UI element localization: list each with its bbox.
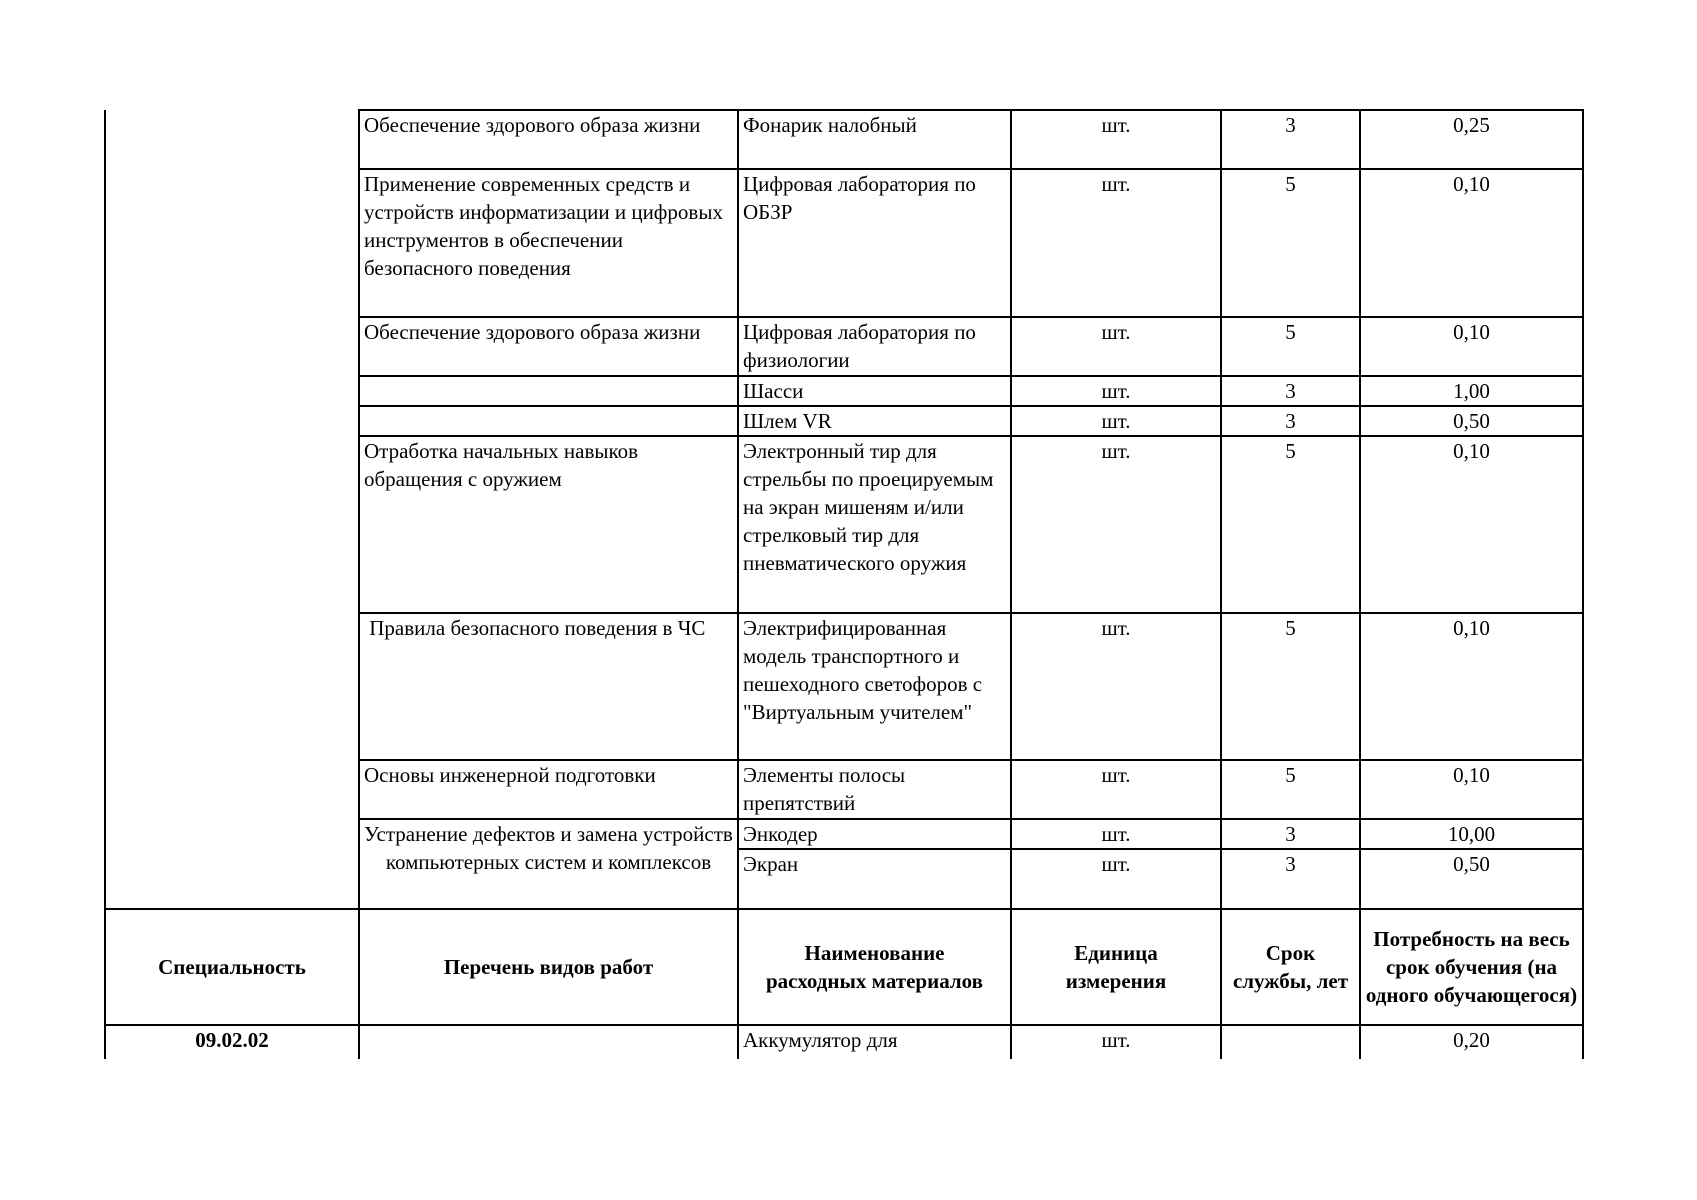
need-cell: 0,10 xyxy=(1360,613,1583,760)
work-cell xyxy=(359,406,738,436)
work-cell: Правила безопасного поведения в ЧС xyxy=(359,613,738,760)
header-term: Срок службы, лет xyxy=(1221,909,1360,1025)
work-cell xyxy=(359,376,738,406)
work-cell xyxy=(359,1025,738,1059)
term-cell: 5 xyxy=(1221,317,1360,376)
need-cell: 0,10 xyxy=(1360,436,1583,613)
header-need: Потребность на весь срок обучения (на одного обучающегося) xyxy=(1360,909,1583,1025)
header-work-list: Перечень видов работ xyxy=(359,909,738,1025)
work-cell: Основы инженерной подготовки xyxy=(359,760,738,819)
material-name-cell: Электрифицированная модель транспортного и пешеходного светофоров с "Виртуальным учителем" xyxy=(738,613,1011,760)
header-unit: Единица измерения xyxy=(1011,909,1221,1025)
table-row xyxy=(105,1025,1583,1059)
material-name-cell: Цифровая лаборатория по физиологии xyxy=(738,317,1011,376)
material-name-cell: Шасси xyxy=(738,376,1011,406)
unit-cell: шт. xyxy=(1011,1025,1221,1059)
work-cell: Обеспечение здорового образа жизни xyxy=(359,317,738,376)
work-cell: Отработка начальных навыков обращения с оружием xyxy=(359,436,738,613)
unit-cell: шт. xyxy=(1011,613,1221,760)
material-name-cell: Энкодер xyxy=(738,819,1011,849)
term-cell: 3 xyxy=(1221,819,1360,849)
material-name-cell: Электронный тир для стрельбы по проецируемым на экран мишеням и/или стрелковый тир для пневматического оружия xyxy=(738,436,1011,613)
work-cell: Устранение дефектов и замена устройств компьютерных систем и комплексов xyxy=(359,819,738,909)
unit-cell: шт. xyxy=(1011,317,1221,376)
unit-cell: шт. xyxy=(1011,760,1221,819)
term-cell: 5 xyxy=(1221,169,1360,317)
table-row xyxy=(105,110,1583,169)
need-cell: 10,00 xyxy=(1360,819,1583,849)
term-cell: 5 xyxy=(1221,436,1360,613)
unit-cell: шт. xyxy=(1011,169,1221,317)
header-materials: Наименование расходных материалов xyxy=(738,909,1011,1025)
term-cell: 3 xyxy=(1221,376,1360,406)
material-name-cell: Экран xyxy=(738,849,1011,909)
work-cell: Обеспечение здорового образа жизни xyxy=(359,110,738,169)
term-cell: 5 xyxy=(1221,613,1360,760)
term-cell xyxy=(1221,1025,1360,1059)
material-name-cell: Шлем VR xyxy=(738,406,1011,436)
need-cell: 0,10 xyxy=(1360,169,1583,317)
unit-cell: шт. xyxy=(1011,436,1221,613)
unit-cell: шт. xyxy=(1011,849,1221,909)
term-cell: 3 xyxy=(1221,849,1360,909)
need-cell: 0,10 xyxy=(1360,760,1583,819)
need-cell: 1,00 xyxy=(1360,376,1583,406)
work-cell: Применение современных средств и устройств информатизации и цифровых инструментов в обеспечении безопасного поведения xyxy=(359,169,738,317)
need-cell: 0,20 xyxy=(1360,1025,1583,1059)
unit-cell: шт. xyxy=(1011,110,1221,169)
specialty-cell-empty xyxy=(105,110,359,909)
unit-cell: шт. xyxy=(1011,376,1221,406)
need-cell: 0,25 xyxy=(1360,110,1583,169)
header-row xyxy=(105,909,1583,1025)
need-cell: 0,10 xyxy=(1360,317,1583,376)
header-specialty: Специальность xyxy=(105,909,359,1025)
material-name-cell: Аккумулятор для xyxy=(738,1025,1011,1059)
term-cell: 3 xyxy=(1221,406,1360,436)
material-name-cell: Фонарик налобный xyxy=(738,110,1011,169)
material-name-cell: Цифровая лаборатория по ОБЗР xyxy=(738,169,1011,317)
specialty-cell: 09.02.02 xyxy=(105,1025,359,1059)
unit-cell: шт. xyxy=(1011,406,1221,436)
term-cell: 3 xyxy=(1221,110,1360,169)
materials-table xyxy=(104,109,1584,1059)
need-cell: 0,50 xyxy=(1360,406,1583,436)
material-name-cell: Элементы полосы препятствий xyxy=(738,760,1011,819)
need-cell: 0,50 xyxy=(1360,849,1583,909)
unit-cell: шт. xyxy=(1011,819,1221,849)
term-cell: 5 xyxy=(1221,760,1360,819)
